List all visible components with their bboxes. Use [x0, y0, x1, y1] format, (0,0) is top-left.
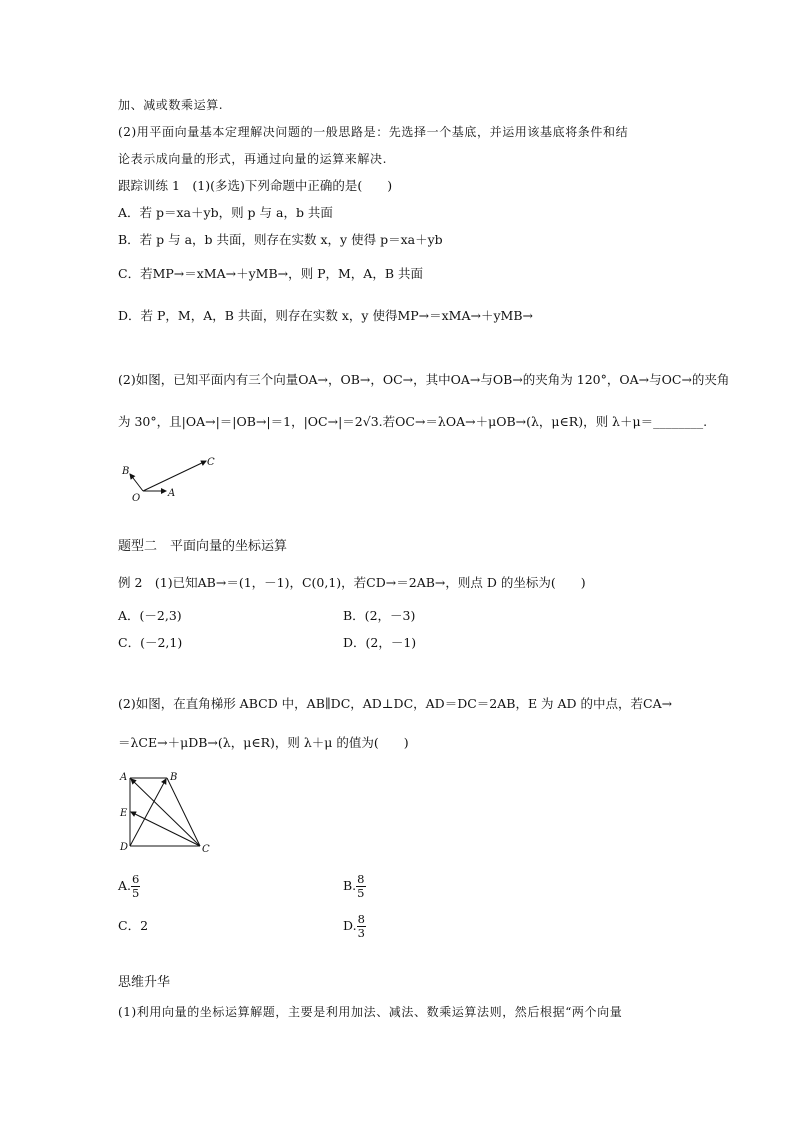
label-a: A: [168, 488, 176, 499]
answer-c: C．2: [118, 918, 149, 933]
trapezoid-figure: [114, 768, 214, 858]
answer-a-denominator: 5: [132, 886, 140, 900]
label-d: D: [120, 842, 129, 853]
practice1-option-a: A．若 p＝xa＋yb，则 p 与 a，b 共面: [118, 205, 333, 220]
label-c: C: [202, 844, 210, 855]
vector-ce: [131, 812, 200, 846]
vector-figure: [116, 450, 226, 504]
answer-b-denominator: 5: [357, 886, 365, 900]
intro-line-3: 论表示成向量的形式，再通过向量的运算来解决.: [118, 152, 388, 166]
answer-d-denominator: 3: [357, 926, 365, 940]
label-b: B: [122, 466, 130, 477]
vector-oc: [143, 461, 206, 491]
label-a: A: [120, 772, 128, 783]
label-c: C: [207, 457, 215, 468]
answer-b-prefix: B.: [343, 878, 357, 893]
practice2-line-2: 为 30°，且|OA→|＝|OB→|＝1，|OC→|＝2√3.若OC→＝λOA→＋μOB→(λ，μ∈R)，则 λ＋μ＝________.: [118, 414, 708, 429]
answer-a-prefix: A.: [118, 878, 132, 893]
practice1-option-c: C．若MP→＝xMA→＋yMB→，则 P，M，A，B 共面: [118, 266, 423, 281]
practice1-option-d: D．若 P，M，A，B 共面，则存在实数 x，y 使得MP→＝xMA→＋yMB→: [118, 308, 534, 323]
vector-ob: [130, 474, 143, 491]
answer-a-numerator: 6: [132, 872, 140, 886]
intro-line-1: 加、减或数乘运算.: [118, 98, 224, 112]
label-e: E: [120, 808, 128, 819]
intro-line-2: (2)用平面向量基本定理解决问题的一般思路是：先选择一个基底，并运用该基底将条件和结: [118, 125, 629, 139]
example2-option-b: B．(2，－3): [343, 608, 416, 623]
answer-d-numerator: 8: [357, 912, 365, 926]
example2-question-1: 例 2 (1)已知AB→＝(1，－1)，C(0,1)，若CD→＝2AB→，则点 D 的坐标为( ): [118, 575, 586, 590]
example2-option-a: A．(－2,3): [118, 608, 182, 623]
practice2-line-1: (2)如图，已知平面内有三个向量OA→，OB→，OC→，其中OA→与OB→的夹角为 120°，OA→与OC→的夹角: [118, 372, 730, 387]
answer-b-fraction: [356, 873, 365, 900]
example2-question-2-line-1: (2)如图，在直角梯形 ABCD 中，AB∥DC，AD⊥DC，AD＝DC＝2AB，E 为 AD 的中点，若CA→: [118, 696, 673, 711]
answer-a: [118, 868, 140, 904]
vector-db: [130, 779, 166, 846]
example2-option-d: D．(2，－1): [343, 635, 417, 650]
section-heading: 题型二 平面向量的坐标运算: [118, 539, 288, 554]
vector-ca: [131, 779, 200, 846]
summary-line-1: (1)利用向量的坐标运算解题，主要是利用加法、减法、数乘运算法则，然后根据“两个向量: [118, 1005, 623, 1019]
label-b: B: [170, 772, 178, 783]
side-bc: [167, 778, 200, 846]
label-o: O: [132, 493, 141, 504]
example2-option-c: C．(－2,1): [118, 635, 183, 650]
practice1-option-b: B．若 p 与 a，b 共面，则存在实数 x，y 使得 p＝xa＋yb: [118, 232, 443, 247]
answer-d-prefix: D.: [343, 918, 357, 933]
answer-d: [343, 908, 366, 944]
practice1-title: 跟踪训练 1 (1)(多选)下列命题中正确的是( ): [118, 178, 393, 193]
answer-b-numerator: 8: [357, 872, 365, 886]
example2-question-2-line-2: ＝λCE→＋μDB→(λ，μ∈R)，则 λ＋μ 的值为( ): [118, 735, 409, 750]
answer-d-fraction: [357, 913, 366, 940]
summary-heading: 思维升华: [118, 975, 171, 990]
answer-a-fraction: [131, 873, 140, 900]
answer-b: [343, 868, 366, 904]
